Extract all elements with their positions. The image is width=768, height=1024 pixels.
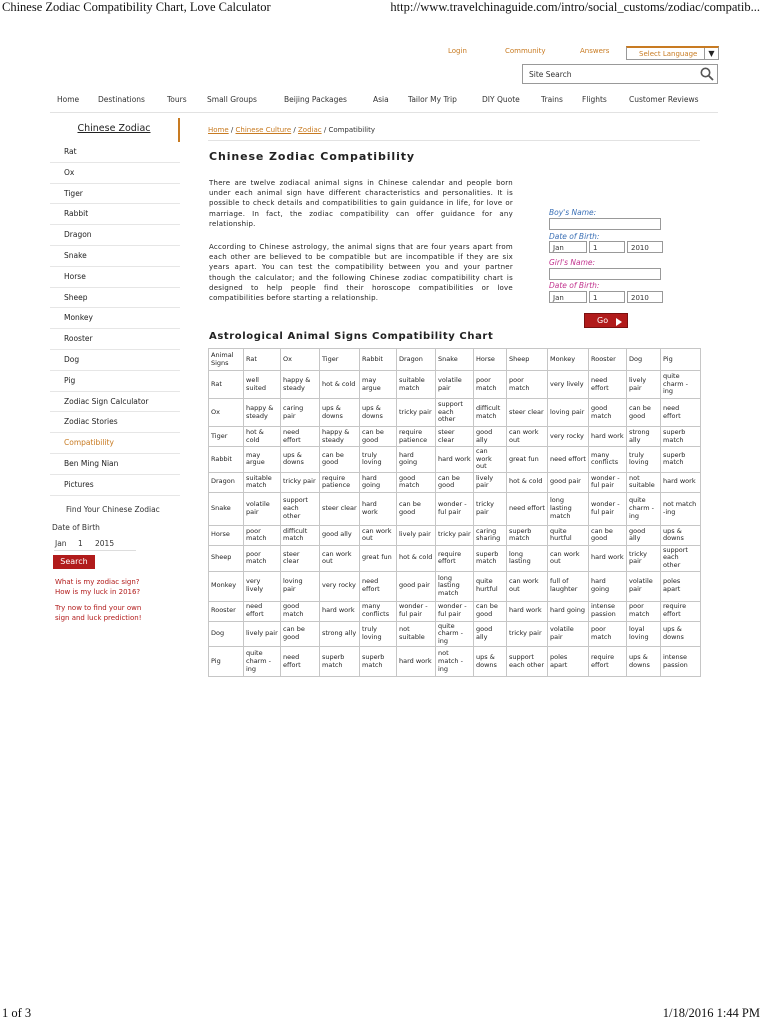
table-cell: poor match [474, 371, 507, 399]
table-cell: wonder -ful pair [397, 601, 436, 621]
table-cell: suitable match [397, 371, 436, 399]
sidebar-title[interactable]: Chinese Zodiac [50, 118, 180, 142]
table-cell: need effort [507, 492, 548, 525]
chart-title: Astrological Animal Signs Compatibility Chart [209, 331, 494, 342]
table-cell: hot & cold [507, 472, 548, 492]
table-cell: ups & downs [474, 647, 507, 677]
table-cell: lively pair [244, 621, 281, 647]
column-header: Dragon [397, 349, 436, 371]
row-header: Pig [209, 647, 244, 677]
table-cell: volatile pair [627, 571, 661, 601]
compatibility-table [208, 348, 701, 677]
table-cell: ups & downs [661, 525, 701, 545]
row-header: Ox [209, 399, 244, 427]
table-cell: need effort [281, 427, 320, 447]
row-header: Sheep [209, 545, 244, 571]
sidebar-item-zodiac-stories[interactable]: Zodiac Stories [50, 412, 180, 433]
table-cell: can work out [474, 447, 507, 473]
boy-name-input[interactable] [549, 218, 661, 230]
table-cell: difficult match [281, 525, 320, 545]
table-cell: need effort [661, 399, 701, 427]
luck-prediction-link[interactable] [55, 603, 180, 623]
table-cell: intense passion [661, 647, 701, 677]
breadcrumb-separator: / [230, 126, 236, 134]
sidebar-item-dog[interactable]: Dog [50, 350, 180, 371]
sidebar-item-dragon[interactable]: Dragon [50, 225, 180, 246]
sidebar-item-rat[interactable]: Rat [50, 142, 180, 163]
table-cell: very rocky [548, 427, 589, 447]
girl-name-label: Girl's Name: [549, 258, 596, 267]
sidebar-item-snake[interactable]: Snake [50, 246, 180, 267]
table-cell: happy & steady [244, 399, 281, 427]
table-cell: quite hurtful [548, 525, 589, 545]
boy-day-select[interactable]: 1 [589, 241, 625, 253]
table-cell: ups & downs [281, 447, 320, 473]
table-cell: can be good [627, 399, 661, 427]
breadcrumb-divider [208, 140, 700, 141]
play-arrow-icon [616, 318, 622, 326]
table-cell: superb match [320, 647, 360, 677]
breadcrumb-separator: / [323, 126, 329, 134]
row-header: Dog [209, 621, 244, 647]
table-cell: support each other [436, 399, 474, 427]
print-title: Chinese Zodiac Compatibility Chart, Love Calculator [2, 0, 271, 14]
table-cell: need effort [281, 647, 320, 677]
page-title: Chinese Zodiac Compatibility [209, 150, 415, 163]
print-page-number: 1 of 3 [2, 1006, 32, 1020]
table-cell: poor match [627, 601, 661, 621]
row-header: Snake [209, 492, 244, 525]
table-cell: can work out [507, 427, 548, 447]
table-cell: wonder -ful pair [436, 492, 474, 525]
table-cell: can work out [320, 545, 360, 571]
column-header: Rat [244, 349, 281, 371]
table-cell: loyal loving [627, 621, 661, 647]
table-cell: require effort [589, 647, 627, 677]
answers-link[interactable]: Answers [580, 47, 610, 55]
table-cell: can be good [589, 525, 627, 545]
column-header: Monkey [548, 349, 589, 371]
table-row [209, 399, 701, 427]
row-header: Dragon [209, 472, 244, 492]
dob-select [54, 538, 136, 551]
table-cell: can work out [507, 571, 548, 601]
column-header: Rooster [589, 349, 627, 371]
table-cell: happy & steady [320, 427, 360, 447]
table-cell: good pair [548, 472, 589, 492]
nav-diy-quote[interactable]: DIY Quote [482, 95, 520, 104]
language-select-label: Select Language [639, 50, 698, 58]
table-cell: loving pair [548, 399, 589, 427]
table-cell: hard going [397, 447, 436, 473]
boy-month-select[interactable]: Jan [549, 241, 587, 253]
row-header: Monkey [209, 571, 244, 601]
row-header: Rooster [209, 601, 244, 621]
table-cell: good ally [627, 525, 661, 545]
table-row [209, 545, 701, 571]
table-cell: superb match [507, 525, 548, 545]
table-cell: good pair [397, 571, 436, 601]
table-corner-cell: Animal Signs [209, 349, 244, 371]
table-cell: require effort [661, 601, 701, 621]
table-cell: poles apart [548, 647, 589, 677]
table-cell: need effort [360, 571, 397, 601]
table-cell: tricky pair [436, 525, 474, 545]
table-cell: require patience [320, 472, 360, 492]
table-cell: can be good [397, 492, 436, 525]
main-nav [56, 95, 716, 109]
table-cell: good ally [474, 427, 507, 447]
sidebar-item-pictures[interactable]: Pictures [50, 475, 180, 496]
table-cell: superb match [661, 427, 701, 447]
nav-home[interactable]: Home [57, 95, 80, 104]
breadcrumb-zodiac[interactable]: Zodiac [298, 126, 322, 134]
column-header: Dog [627, 349, 661, 371]
column-header: Rabbit [360, 349, 397, 371]
table-cell: require effort [436, 545, 474, 571]
sidebar-item-pig[interactable]: Pig [50, 371, 180, 392]
table-cell: volatile pair [244, 492, 281, 525]
table-cell: poles apart [661, 571, 701, 601]
table-cell: support each other [661, 545, 701, 571]
table-cell: hard going [548, 601, 589, 621]
table-cell: may argue [360, 371, 397, 399]
sidebar-item-tiger[interactable]: Tiger [50, 184, 180, 205]
nav-asia[interactable]: Asia [373, 95, 389, 104]
table-cell: tricky pair [627, 545, 661, 571]
luck-prediction-line1: Try now to find your own [55, 604, 142, 612]
table-cell: superb match [474, 545, 507, 571]
table-cell: superb match [661, 447, 701, 473]
zodiac-question-line2: How is my luck in 2016? [55, 588, 141, 596]
boy-year-select[interactable]: 2010 [627, 241, 663, 253]
girl-name-input[interactable] [549, 268, 661, 280]
table-cell: hot & cold [320, 371, 360, 399]
table-row [209, 647, 701, 677]
table-cell: very lively [548, 371, 589, 399]
table-cell: truly loving [360, 447, 397, 473]
table-cell: caring pair [281, 399, 320, 427]
table-cell: superb match [360, 647, 397, 677]
table-cell: suitable match [244, 472, 281, 492]
table-cell: difficult match [474, 399, 507, 427]
nav-divider [50, 112, 718, 113]
table-row [209, 472, 701, 492]
sidebar-item-rabbit[interactable]: Rabbit [50, 204, 180, 225]
column-header: Ox [281, 349, 320, 371]
table-row [209, 371, 701, 399]
table-cell: hard going [360, 472, 397, 492]
compatibility-table-body [209, 349, 701, 677]
table-cell: hard work [507, 601, 548, 621]
table-cell: quite charm -ing [436, 621, 474, 647]
table-cell: poor match [507, 371, 548, 399]
table-cell: steer clear [320, 492, 360, 525]
table-cell: not match -ing [661, 492, 701, 525]
nav-trains[interactable]: Trains [541, 95, 563, 104]
table-cell: volatile pair [548, 621, 589, 647]
table-cell: may argue [244, 447, 281, 473]
print-datetime: 1/18/2016 1:44 PM [662, 1006, 760, 1020]
breadcrumb-current: Compatibility [328, 126, 376, 134]
table-cell: tricky pair [507, 621, 548, 647]
table-cell: intense passion [589, 601, 627, 621]
table-cell: hard going [589, 571, 627, 601]
table-cell: lively pair [474, 472, 507, 492]
table-cell: require patience [397, 427, 436, 447]
sidebar-item-sheep[interactable]: Sheep [50, 288, 180, 309]
top-links [430, 47, 720, 61]
login-link[interactable]: Login [448, 47, 467, 55]
table-row [209, 492, 701, 525]
site-search-input[interactable] [522, 64, 718, 84]
table-cell: ups & downs [661, 621, 701, 647]
table-row [209, 601, 701, 621]
table-cell: ups & downs [320, 399, 360, 427]
zodiac-search-button[interactable]: Search [53, 555, 95, 569]
table-cell: ups & downs [627, 647, 661, 677]
nav-tailor-my-trip[interactable]: Tailor My Trip [408, 95, 457, 104]
table-cell: strong ally [627, 427, 661, 447]
table-row [209, 525, 701, 545]
breadcrumb [208, 126, 375, 134]
table-cell: steer clear [281, 545, 320, 571]
girl-day-select[interactable]: 1 [589, 291, 625, 303]
table-cell: great fun [507, 447, 548, 473]
table-cell: poor match [244, 525, 281, 545]
table-cell: many conflicts [589, 447, 627, 473]
table-row [209, 447, 701, 473]
search-icon[interactable] [700, 67, 714, 81]
table-cell: hard work [589, 545, 627, 571]
table-cell: many conflicts [360, 601, 397, 621]
luck-prediction-line2: sign and luck prediction! [55, 614, 142, 622]
column-header: Snake [436, 349, 474, 371]
astrology-paragraph: According to Chinese astrology, the animal signs that are four years apart from each other are believed to be compatible but are incompatible if they are six years apart. You can test the compatibility between you and your partner though the calculator; and the following Chinese zodiac compatibility chart is designed to help people find their horoscope compatibilities or love compatibilities before starting a relationship. [209, 243, 513, 303]
nav-tours[interactable]: Tours [167, 95, 187, 104]
table-cell: quite charm -ing [627, 492, 661, 525]
table-cell: can be good [281, 621, 320, 647]
table-header-row [209, 349, 701, 371]
nav-destinations[interactable]: Destinations [98, 95, 145, 104]
table-cell: good match [281, 601, 320, 621]
intro-paragraph: There are twelve zodiacal animal signs in Chinese calendar and people born under each animal sign have different characteristics and personalities. It is possible to check details and compatibilities to gain guidance in life, for love or marriage. In fact, the zodiac compatibility can offer guidance for any relationship. [209, 179, 513, 228]
table-cell: strong ally [320, 621, 360, 647]
table-cell: poor match [244, 545, 281, 571]
table-cell: good ally [474, 621, 507, 647]
table-cell: steer clear [507, 399, 548, 427]
table-cell: quite hurtful [474, 571, 507, 601]
table-cell: loving pair [281, 571, 320, 601]
table-cell: not suitable [397, 621, 436, 647]
table-cell: lively pair [397, 525, 436, 545]
table-cell: hard work [397, 647, 436, 677]
table-cell: wonder -ful pair [589, 472, 627, 492]
table-cell: support each other [281, 492, 320, 525]
table-cell: happy & steady [281, 371, 320, 399]
table-cell: can be good [320, 447, 360, 473]
table-cell: quite charm -ing [244, 647, 281, 677]
sidebar-item-ox[interactable]: Ox [50, 163, 180, 184]
zodiac-question-line1: What is my zodiac sign? [55, 578, 140, 586]
table-cell: full of laughter [548, 571, 589, 601]
table-cell: hard work [436, 447, 474, 473]
table-cell: need effort [244, 601, 281, 621]
language-select[interactable] [626, 46, 719, 60]
nav-customer-reviews[interactable]: Customer Reviews [629, 95, 699, 104]
table-cell: long lasting match [436, 571, 474, 601]
girl-month-select[interactable]: Jan [549, 291, 587, 303]
nav-beijing-packages[interactable]: Beijing Packages [284, 95, 347, 104]
table-cell: hot & cold [244, 427, 281, 447]
community-link[interactable]: Community [505, 47, 546, 55]
table-cell: lively pair [627, 371, 661, 399]
table-cell: hard work [661, 472, 701, 492]
table-cell: can be good [474, 601, 507, 621]
column-header: Sheep [507, 349, 548, 371]
table-cell: good ally [320, 525, 360, 545]
girl-dob-label: Date of Birth: [549, 281, 600, 290]
table-cell: can be good [436, 472, 474, 492]
table-cell: can work out [360, 525, 397, 545]
table-cell: need effort [589, 371, 627, 399]
table-cell: very rocky [320, 571, 360, 601]
boy-dob-label: Date of Birth: [549, 232, 600, 241]
table-cell: support each other [507, 647, 548, 677]
table-cell: wonder -ful pair [436, 601, 474, 621]
table-cell: hard work [360, 492, 397, 525]
sidebar-item-horse[interactable]: Horse [50, 267, 180, 288]
sidebar-item-monkey[interactable]: Monkey [50, 308, 180, 329]
sidebar-item-ben-ming-nian[interactable]: Ben Ming Nian [50, 454, 180, 475]
site-search-placeholder: Site Search [529, 70, 572, 79]
row-header: Rat [209, 371, 244, 399]
column-header: Pig [661, 349, 701, 371]
print-header [0, 0, 768, 20]
table-cell: ups & downs [360, 399, 397, 427]
breadcrumb-chinese-culture[interactable]: Chinese Culture [235, 126, 292, 134]
table-cell: volatile pair [436, 371, 474, 399]
table-cell: can be good [360, 427, 397, 447]
table-cell: great fun [360, 545, 397, 571]
row-header: Horse [209, 525, 244, 545]
dob-day-select[interactable]: 1 [78, 539, 83, 548]
table-cell: caring sharing [474, 525, 507, 545]
find-zodiac-heading: Find Your Chinese Zodiac [66, 505, 160, 514]
go-button-label: Go [597, 316, 609, 325]
table-cell: hot & cold [397, 545, 436, 571]
table-cell: poor match [589, 621, 627, 647]
girl-year-select[interactable]: 2010 [627, 291, 663, 303]
print-footer [0, 1004, 768, 1024]
sidebar-item-compatibility[interactable]: Compatibility [50, 433, 180, 454]
table-cell: steer clear [436, 427, 474, 447]
table-cell: hard work [589, 427, 627, 447]
table-cell: well suited [244, 371, 281, 399]
table-cell: long lasting match [548, 492, 589, 525]
table-cell: good match [397, 472, 436, 492]
table-cell: quite charm -ing [661, 371, 701, 399]
table-cell: truly loving [627, 447, 661, 473]
boy-name-label: Boy's Name: [549, 208, 597, 217]
row-header: Tiger [209, 427, 244, 447]
table-row [209, 571, 701, 601]
table-cell: tricky pair [474, 492, 507, 525]
go-button[interactable] [584, 313, 628, 328]
sidebar-item-zodiac-sign-calculator[interactable]: Zodiac Sign Calculator [50, 392, 180, 413]
breadcrumb-home[interactable]: Home [208, 126, 229, 134]
triangle-down-icon: ▼ [704, 48, 718, 59]
dob-year-select[interactable]: 2015 [95, 539, 115, 548]
table-cell: hard work [320, 601, 360, 621]
table-row [209, 427, 701, 447]
table-cell: can work out [548, 545, 589, 571]
print-url: http://www.travelchinaguide.com/intro/social_customs/zodiac/compatib... [390, 0, 760, 14]
nav-small-groups[interactable]: Small Groups [207, 95, 257, 104]
table-cell: truly loving [360, 621, 397, 647]
zodiac-question-link[interactable] [55, 577, 180, 597]
column-header: Horse [474, 349, 507, 371]
column-header: Tiger [320, 349, 360, 371]
table-cell: very lively [244, 571, 281, 601]
table-row [209, 621, 701, 647]
dob-month-select[interactable]: Jan [55, 539, 67, 548]
table-cell: not match -ing [436, 647, 474, 677]
table-cell: tricky pair [397, 399, 436, 427]
sidebar-item-rooster[interactable]: Rooster [50, 329, 180, 350]
breadcrumb-separator: / [293, 126, 298, 134]
table-cell: good match [589, 399, 627, 427]
table-cell: tricky pair [281, 472, 320, 492]
table-cell: need effort [548, 447, 589, 473]
nav-flights[interactable]: Flights [582, 95, 607, 104]
sidebar-list [50, 142, 180, 496]
dob-label: Date of Birth [52, 523, 100, 532]
table-cell: wonder -ful pair [589, 492, 627, 525]
row-header: Rabbit [209, 447, 244, 473]
table-cell: long lasting [507, 545, 548, 571]
table-cell: not suitable [627, 472, 661, 492]
